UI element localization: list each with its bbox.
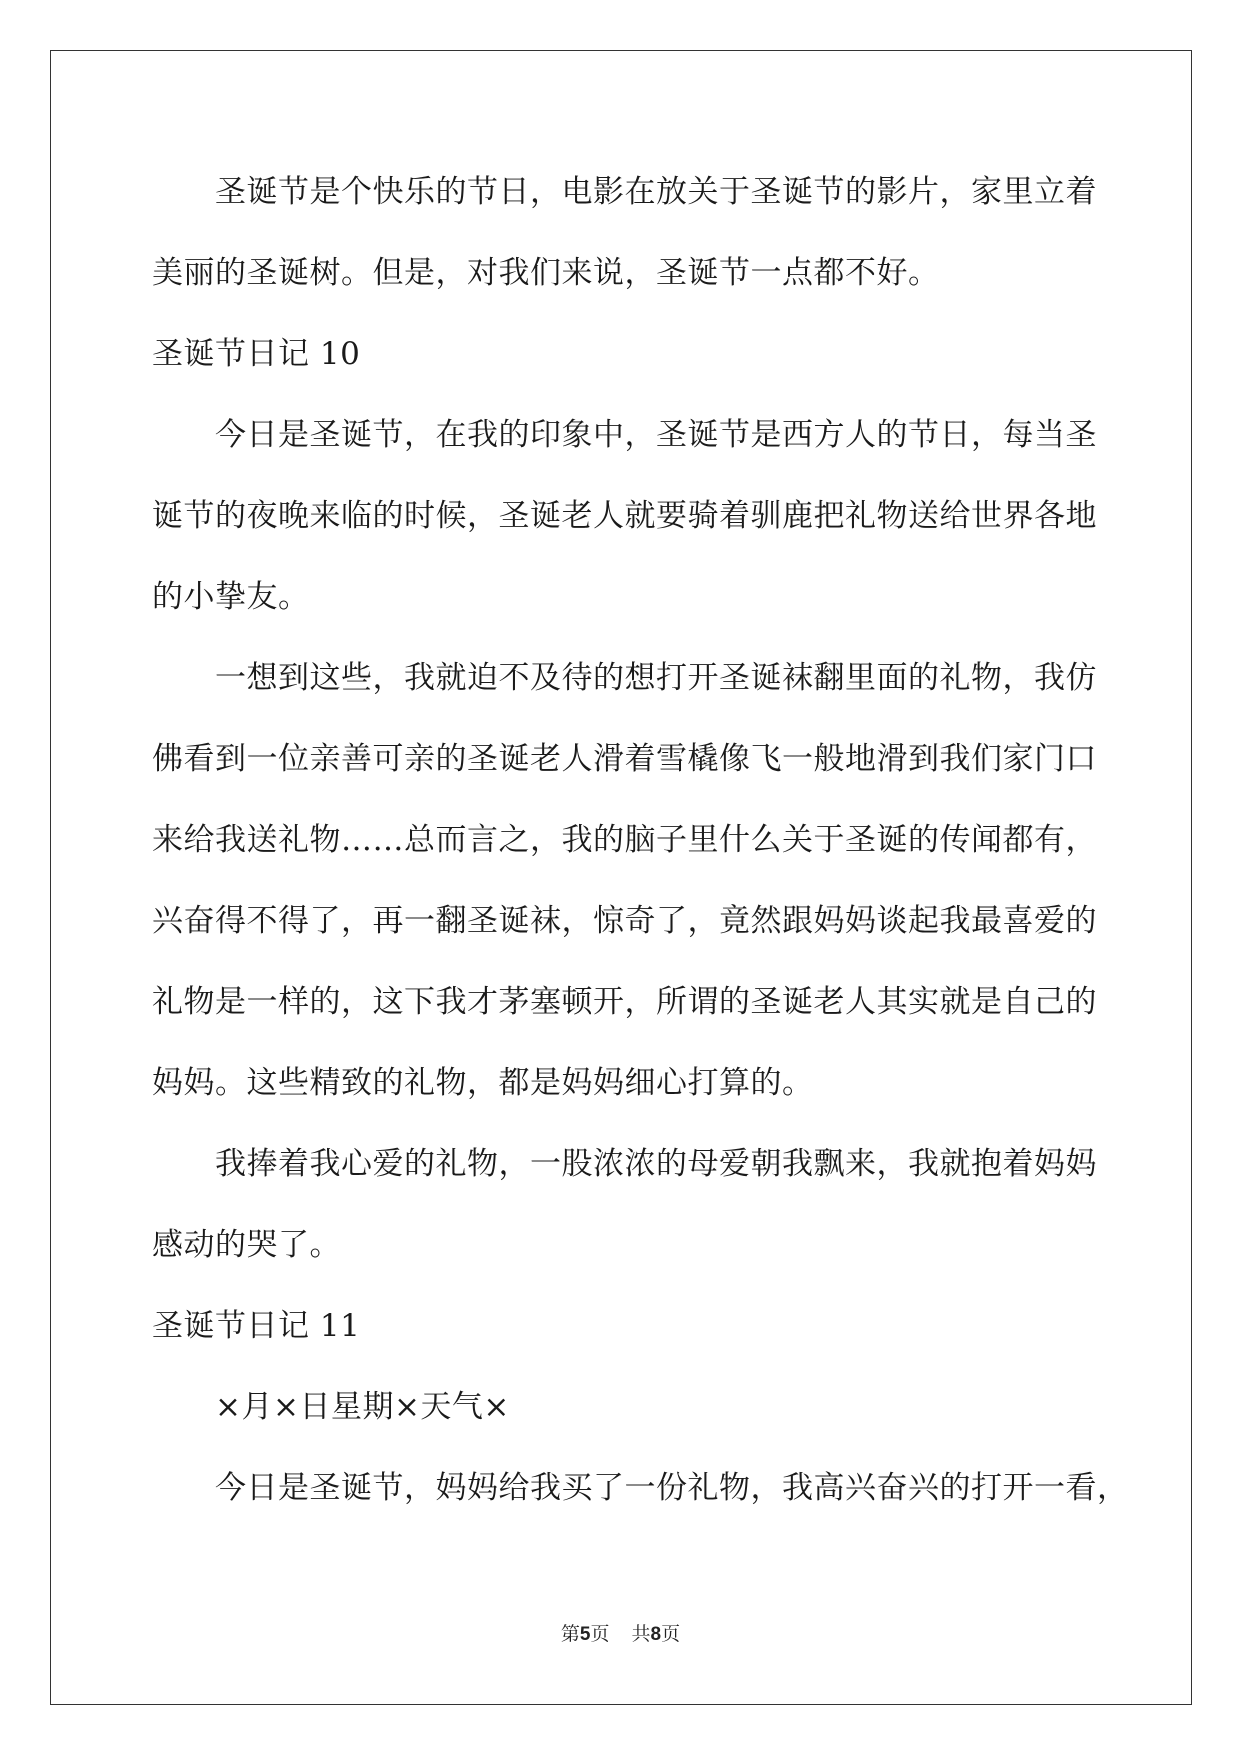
paragraph-line: 礼物是一样的，这下我才茅塞顿开，所谓的圣诞老人其实就是自己的 xyxy=(152,984,1097,1020)
paragraph-line: 诞节的夜晚来临的时候，圣诞老人就要骑着驯鹿把礼物送给世界各地 xyxy=(152,498,1097,534)
paragraph-line: 兴奋得不得了，再一翻圣诞袜，惊奇了，竟然跟妈妈谈起我最喜爱的 xyxy=(152,903,1097,939)
date-line: ×月×日星期×天气× xyxy=(215,1389,510,1425)
page-footer xyxy=(0,1622,1241,1647)
paragraph-line: 来给我送礼物……总而言之，我的脑子里什么关于圣诞的传闻都有， xyxy=(152,822,1097,858)
page-prefix: 第 xyxy=(560,1623,580,1645)
paragraph-line: 我捧着我心爱的礼物，一股浓浓的母爱朝我飘来，我就抱着妈妈 xyxy=(215,1146,1097,1182)
page-current: 5 xyxy=(579,1624,591,1645)
paragraph-line: 的小挚友。 xyxy=(152,579,310,615)
page-suffix: 页 xyxy=(590,1623,610,1645)
paragraph-line: 今日是圣诞节，妈妈给我买了一份礼物，我高兴奋兴的打开一看， xyxy=(215,1470,1129,1506)
paragraph-line: 圣诞节是个快乐的节日，电影在放关于圣诞节的影片，家里立着 xyxy=(215,174,1097,210)
paragraph-line: 一想到这些，我就迫不及待的想打开圣诞袜翻里面的礼物，我仿 xyxy=(215,660,1097,696)
paragraph-line: 佛看到一位亲善可亲的圣诞老人滑着雪橇像飞一般地滑到我们家门口 xyxy=(152,741,1097,777)
page-total: 8 xyxy=(650,1624,662,1645)
total-suffix: 页 xyxy=(661,1623,681,1645)
document-body xyxy=(152,160,1129,1537)
section-heading: 圣诞节日记 11 xyxy=(152,1308,361,1344)
paragraph-line: 感动的哭了。 xyxy=(152,1227,341,1263)
paragraph-line: 妈妈。这些精致的礼物，都是妈妈细心打算的。 xyxy=(152,1065,814,1101)
paragraph-line: 美丽的圣诞树。但是，对我们来说，圣诞节一点都不好。 xyxy=(152,255,940,291)
total-prefix: 共 xyxy=(631,1623,651,1645)
paragraph-line: 今日是圣诞节，在我的印象中，圣诞节是西方人的节日，每当圣 xyxy=(215,417,1097,453)
section-heading: 圣诞节日记 10 xyxy=(152,336,361,372)
